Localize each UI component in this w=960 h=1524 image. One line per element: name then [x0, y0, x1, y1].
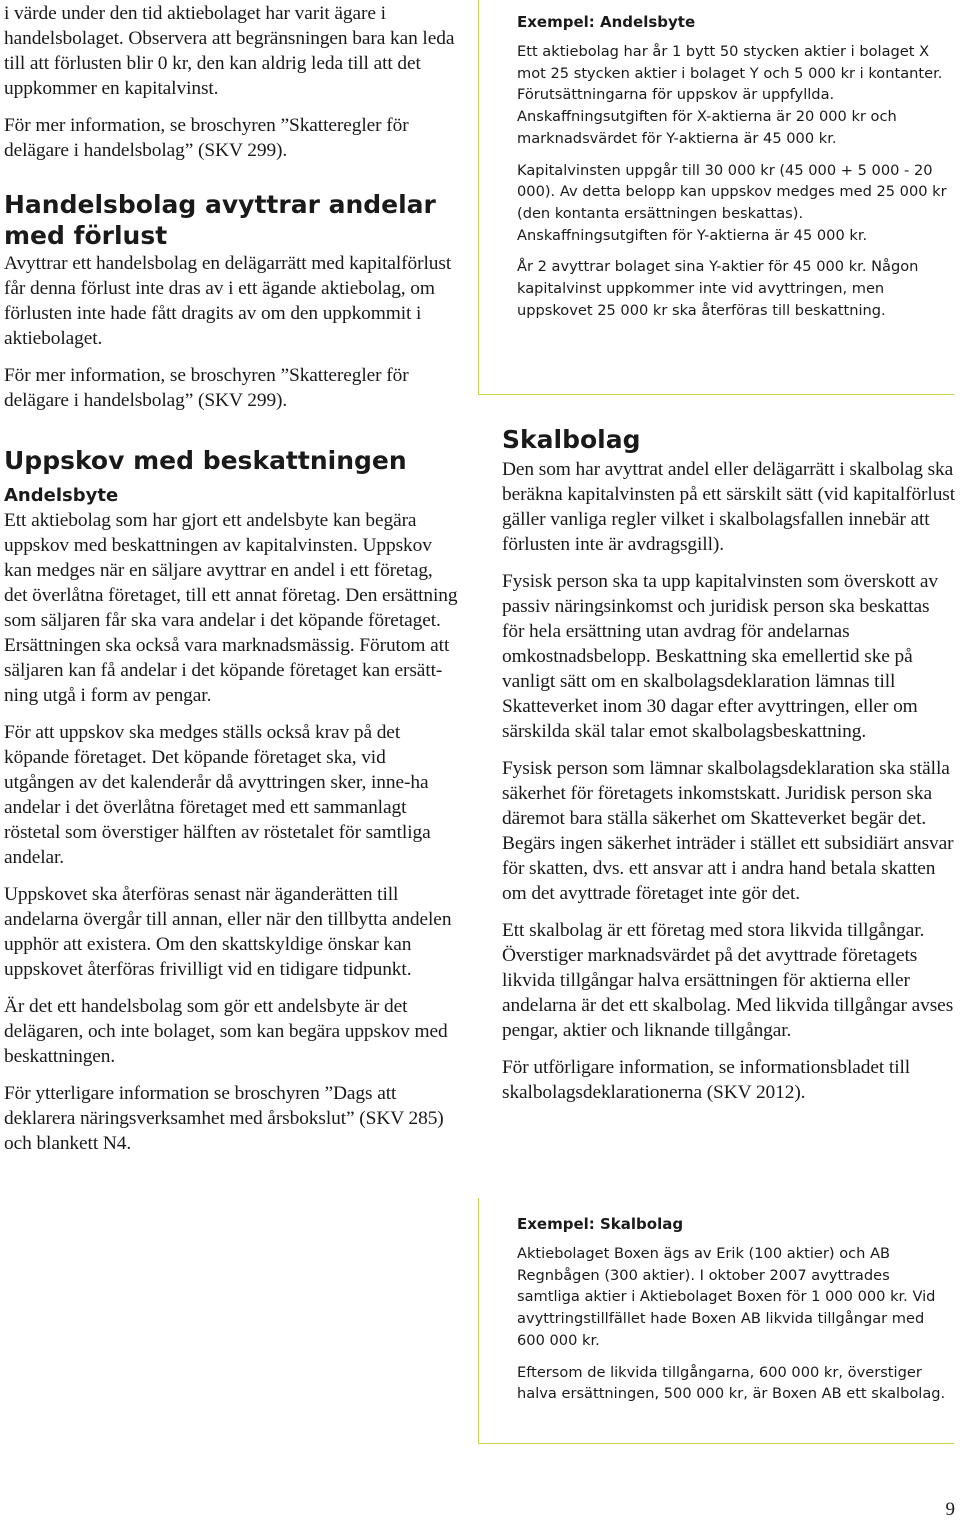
paragraph-skalbolag-2: Fysisk person ska ta upp kapitalvinsten som överskott av passiv näringsinkomst och juridisk person ska beskattas för hela ersättning utan avdrag för andelarnas omkostnadsbelopp. Beskattning ska emellertid ske på vanligt sätt om en skalbolagsdeklaration lämnas till Skatteverket inom 30 dagar efter avyttringen, eller om särskilda skäl talar emot skalbolagsbeskattning. — [502, 571, 939, 742]
paragraph-info-2: För mer information, se broschyren ”Skatteregler för delägare i handelsbolag” (SKV 299). — [4, 365, 409, 411]
page-number: 9 — [945, 1499, 955, 1520]
paragraph-info-1: För mer information, se broschyren ”Skatteregler för delägare i handelsbolag” (SKV 299). — [4, 115, 409, 161]
subheading-andelsbyte: Andelsbyte — [4, 485, 119, 506]
heading-deferral: Uppskov med beskattningen — [4, 446, 407, 475]
example-paragraph: År 2 avyttrar bolaget sina Y-aktier för 45 000 kr. Någon kapitalvinst uppkommer inte vid avyttringen, men uppskovet 25 000 kr ska återföras till beskattning. — [517, 258, 919, 319]
example-paragraph: Ett aktiebolag har år 1 bytt 50 stycken aktier i bolaget X mot 25 stycken aktier i bolaget Y och 5 000 kr i kontanter. Förutsättningarna för uppskov är uppfyllda. Anskaffningsutgiften för X-aktierna är 20 000 kr och marknadsvärdet för Y-aktierna är 45 000 kr. — [517, 43, 943, 147]
paragraph-exchange-4: Är det ett handelsbolag som gör ett andelsbyte är det delägaren, och inte bolaget, som kan begära uppskov med beskattningen. — [4, 996, 448, 1067]
paragraph-loss: Avyttrar ett handelsbolag en delägarrätt med kapitalförlust får denna förlust inte dras av i ett ägande aktiebolag, om förlusten inte hade fått dragits av om den uppkommit i aktiebolaget. — [4, 253, 452, 349]
example-box-andelsbyte — [478, 0, 954, 395]
example-paragraph: Eftersom de likvida tillgångarna, 600 000 kr, överstiger halva ersättningen, 500 000 kr, är Boxen AB ett skalbolag. — [517, 1363, 946, 1403]
right-column — [502, 424, 956, 1117]
example-paragraph: Kapitalvinsten uppgår till 30 000 kr (45 000 + 5 000 - 20 000). Av detta belopp kan uppskov medges med 25 000 kr (den kontanta ersättningen beskattas). Anskaffningsutgiften för Y-aktierna är 45 000 kr. — [517, 161, 947, 244]
paragraph-exchange-2: För att uppskov ska medges ställs också krav på det köpande företaget. Det köpande företaget ska, vid utgången av det kalenderår då avyttringen sker, inne-ha andelar i det överlåtna företaget med ett sammanlagt röstetal som överstiger hälften av röstetalet för samtliga andelar. — [4, 722, 431, 868]
example-box-skalbolag — [478, 1198, 954, 1444]
example-title: Exempel: Andelsbyte — [517, 13, 696, 31]
paragraph-skalbolag-5: För utförligare information, se informationsbladet till skalbolagsdeklarationerna (SKV 2012). — [502, 1057, 911, 1103]
left-column — [4, 0, 460, 1168]
paragraph-exchange-5: För ytterligare information se broschyren ”Dags att deklarera näringsverksamhet med årsbokslut” (SKV 285) och blankett N4. — [4, 1083, 444, 1154]
paragraph-skalbolag-1: Den som har avyttrat andel eller delägarrätt i skalbolag ska beräkna kapitalvinsten på ett särskilt sätt (vid kapitalförlust gäller vanliga regler vilket i skalbolagsfallen innebär att förlusten inte är avdragsgill). — [502, 459, 956, 555]
heading-skalbolag: Skalbolag — [502, 425, 641, 454]
paragraph-exchange-3: Uppskovet ska återföras senast när äganderätten till andelarna övergår till annan, eller när den tillbytta andelen upphör att existera. Om den skattskyldige önskar kan uppskovet återföras frivilligt vid en tidigare tidpunkt. — [4, 884, 452, 980]
paragraph-exchange-1: Ett aktiebolag som har gjort ett andelsbyte kan begära uppskov med beskattningen av kapitalvinsten. Uppskov kan medges när en säljare avyttrar en andel i ett företag, det överlåtna företaget, till ett annat företag. Den ersättning som säljaren får ska vara andelar i det köpande företaget. Ersättningen ska också vara marknadsmässig. Förutom att säljaren kan få andelar i det köpande företaget kan ersättning utgå i form av pengar. — [4, 510, 458, 706]
example-paragraph: Aktiebolaget Boxen ägs av Erik (100 aktier) och AB Regnbågen (300 aktier). I oktober 2007 avyttrades samtliga aktier i Aktiebolaget Boxen för 1 000 000 kr. Vid avyttringstillfället hade Boxen AB likvida tillgångar med 600 000 kr. — [517, 1245, 936, 1349]
paragraph-skalbolag-3: Fysisk person som lämnar skalbolagsdeklaration ska ställa säkerhet för företagets inkomstskatt. Juridisk person ska däremot bara ställa säkerhet om Skatteverket begär det. Begärs ingen säkerhet inträder i stället ett subsidiärt ansvar för skatten, dvs. ett ansvar att i andra hand betala skatten om det avyttrade företaget inte gör det. — [502, 758, 954, 904]
heading-handelsbolag-loss: Handelsbolag avyttrar andelar med förlust — [4, 190, 436, 250]
paragraph-skalbolag-4: Ett skalbolag är ett företag med stora likvida tillgångar. Överstiger marknadsvärdet på det avyttrade företagets likvida tillgångar halva ersättningen för aktierna eller andelarna är det ett skalbolag. Med likvida tillgångar avses pengar, aktier och liknande tillgångar. — [502, 920, 954, 1041]
paragraph-intro: i värde under den tid aktiebolaget har varit ägare i handelsbolaget. Observera att begränsningen bara kan leda till att förlusten blir 0 kr, den kan aldrig leda till att det uppkommer en kapitalvinst. — [4, 3, 455, 99]
example-title: Exempel: Skalbolag — [517, 1215, 684, 1233]
